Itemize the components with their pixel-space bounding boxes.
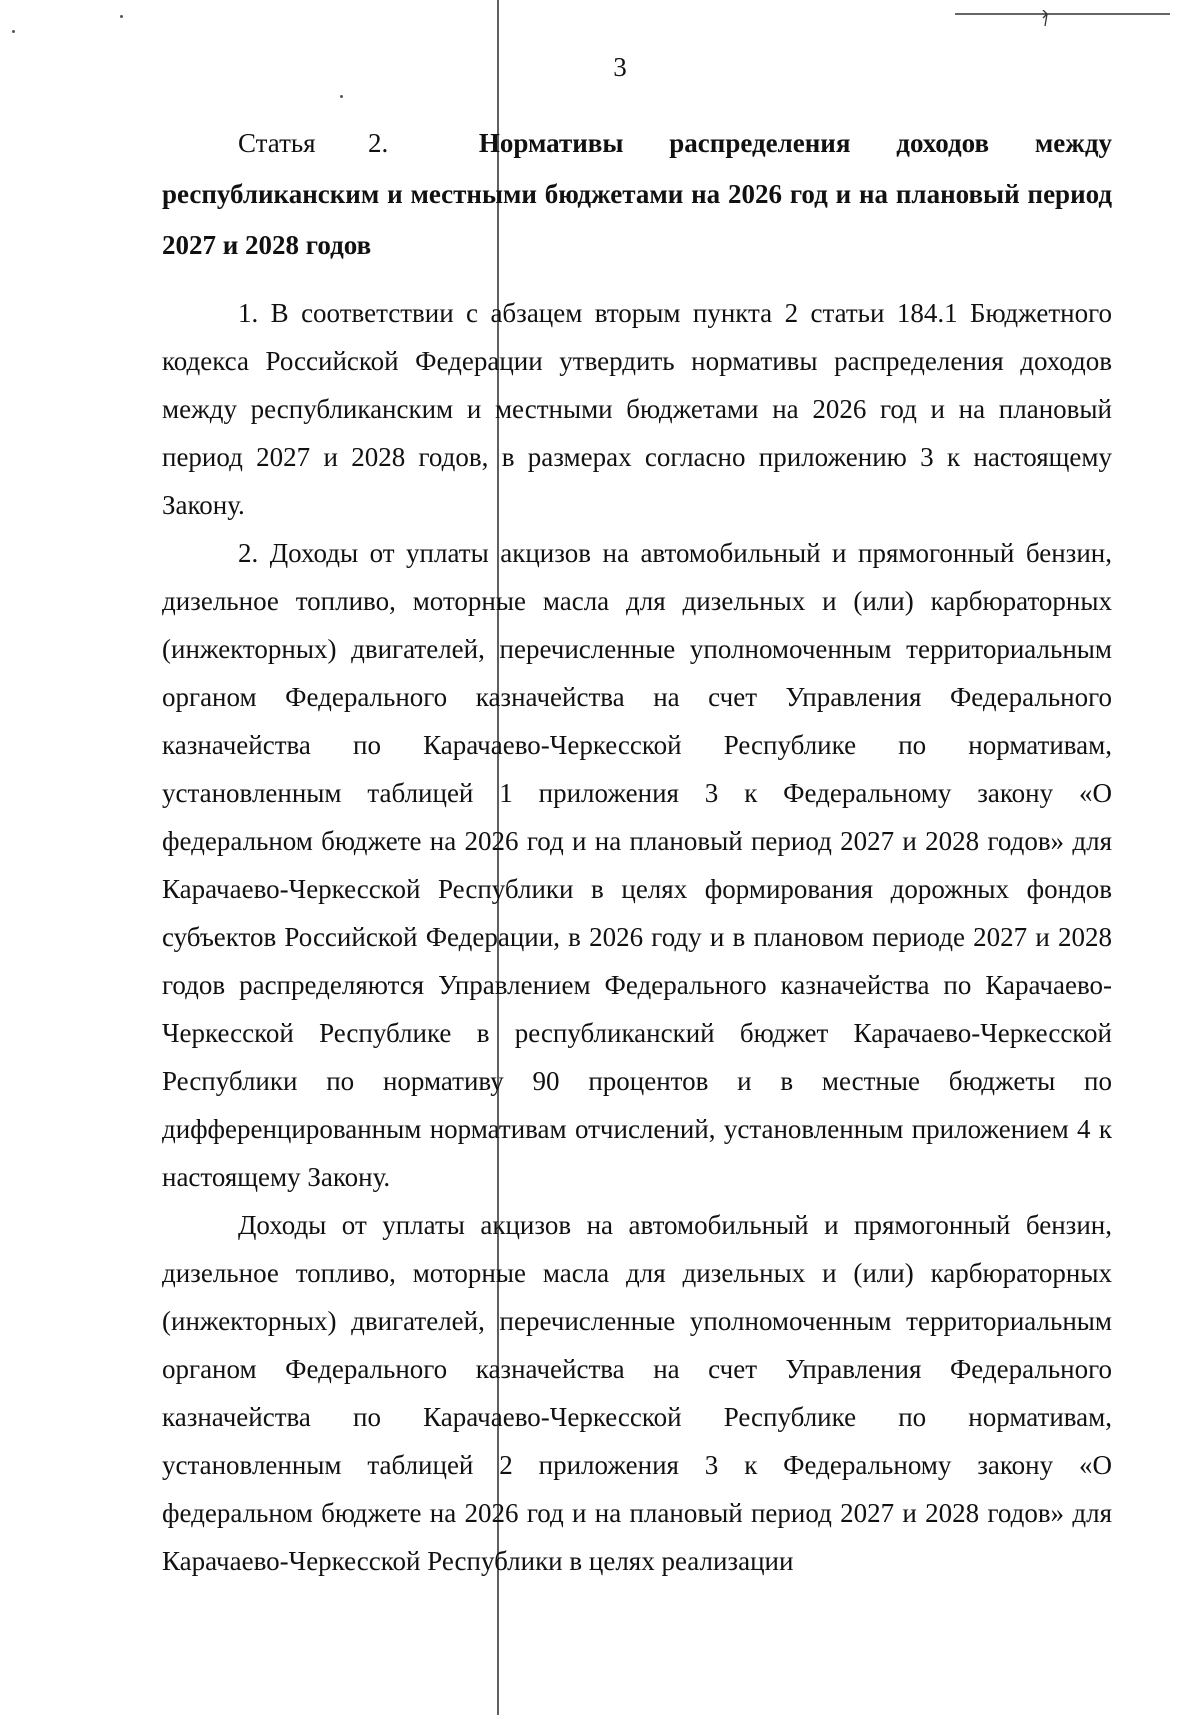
scan-speck bbox=[12, 30, 15, 33]
scan-speck bbox=[120, 15, 123, 18]
scan-speck bbox=[340, 95, 343, 98]
article-label: Статья bbox=[238, 128, 316, 158]
page-number: 3 bbox=[613, 52, 627, 82]
article-title: Нормативы распределения доходов между республиканским и местными бюджетами на 2026 год и на плановый период 2027 и 2028 годов bbox=[162, 128, 1113, 260]
paragraph: Доходы от уплаты акцизов на автомобильный и прямогонный бензин, дизельное топливо, моторные масла для дизельных и (или) карбюраторных (инжекторных) двигателей, перечисленные уполномоченным территориальным органом Федерального казначейства на счет Управления Федерального казначейства по Карачаево-Черкесской Республике по нормативам, установленным таблицей 2 приложения 3 к Федеральному закону «О федеральном бюджете на 2026 год и на плановый период 2027 и 2028 годов» для Карачаево-Черкесской Республики в целях реализации bbox=[162, 1210, 1112, 1576]
paragraph: 1. В соответствии с абзацем вторым пункта 2 статьи 184.1 Бюджетного кодекса Российской Федерации утвердить нормативы распределения доходов между республиканским и местными бюджетами на 2026 год и на плановый период 2027 и 2028 годов, в размерах согласно приложению 3 к настоящему Закону. bbox=[162, 298, 1112, 520]
article-number: 2. bbox=[368, 128, 389, 158]
document-body bbox=[162, 118, 1112, 1585]
scan-corner-mark bbox=[955, 10, 1175, 30]
paragraph: 2. Доходы от уплаты акцизов на автомобильный и прямогонный бензин, дизельное топливо, моторные масла для дизельных и (или) карбюраторных (инжекторных) двигателей, перечисленные уполномоченным территориальным органом Федерального казначейства на счет Управления Федерального казначейства по Карачаево-Черкесской Республике по нормативам, установленным таблицей 1 приложения 3 к Федеральному закону «О федеральном бюджете на 2026 год и на плановый период 2027 и 2028 годов» для Карачаево-Черкесской Республики в целях формирования дорожных фондов субъектов Российской Федерации, в 2026 году и в плановом периоде 2027 и 2028 годов распределяются Управлением Федерального казначейства по Карачаево-Черкесской Республике в республиканский бюджет Карачаево-Черкесской Республики по нормативу 90 процентов и в местные бюджеты по дифференцированным нормативам отчислений, установленным приложением 4 к настоящему Закону. bbox=[162, 538, 1112, 1192]
article-heading bbox=[162, 118, 1112, 271]
